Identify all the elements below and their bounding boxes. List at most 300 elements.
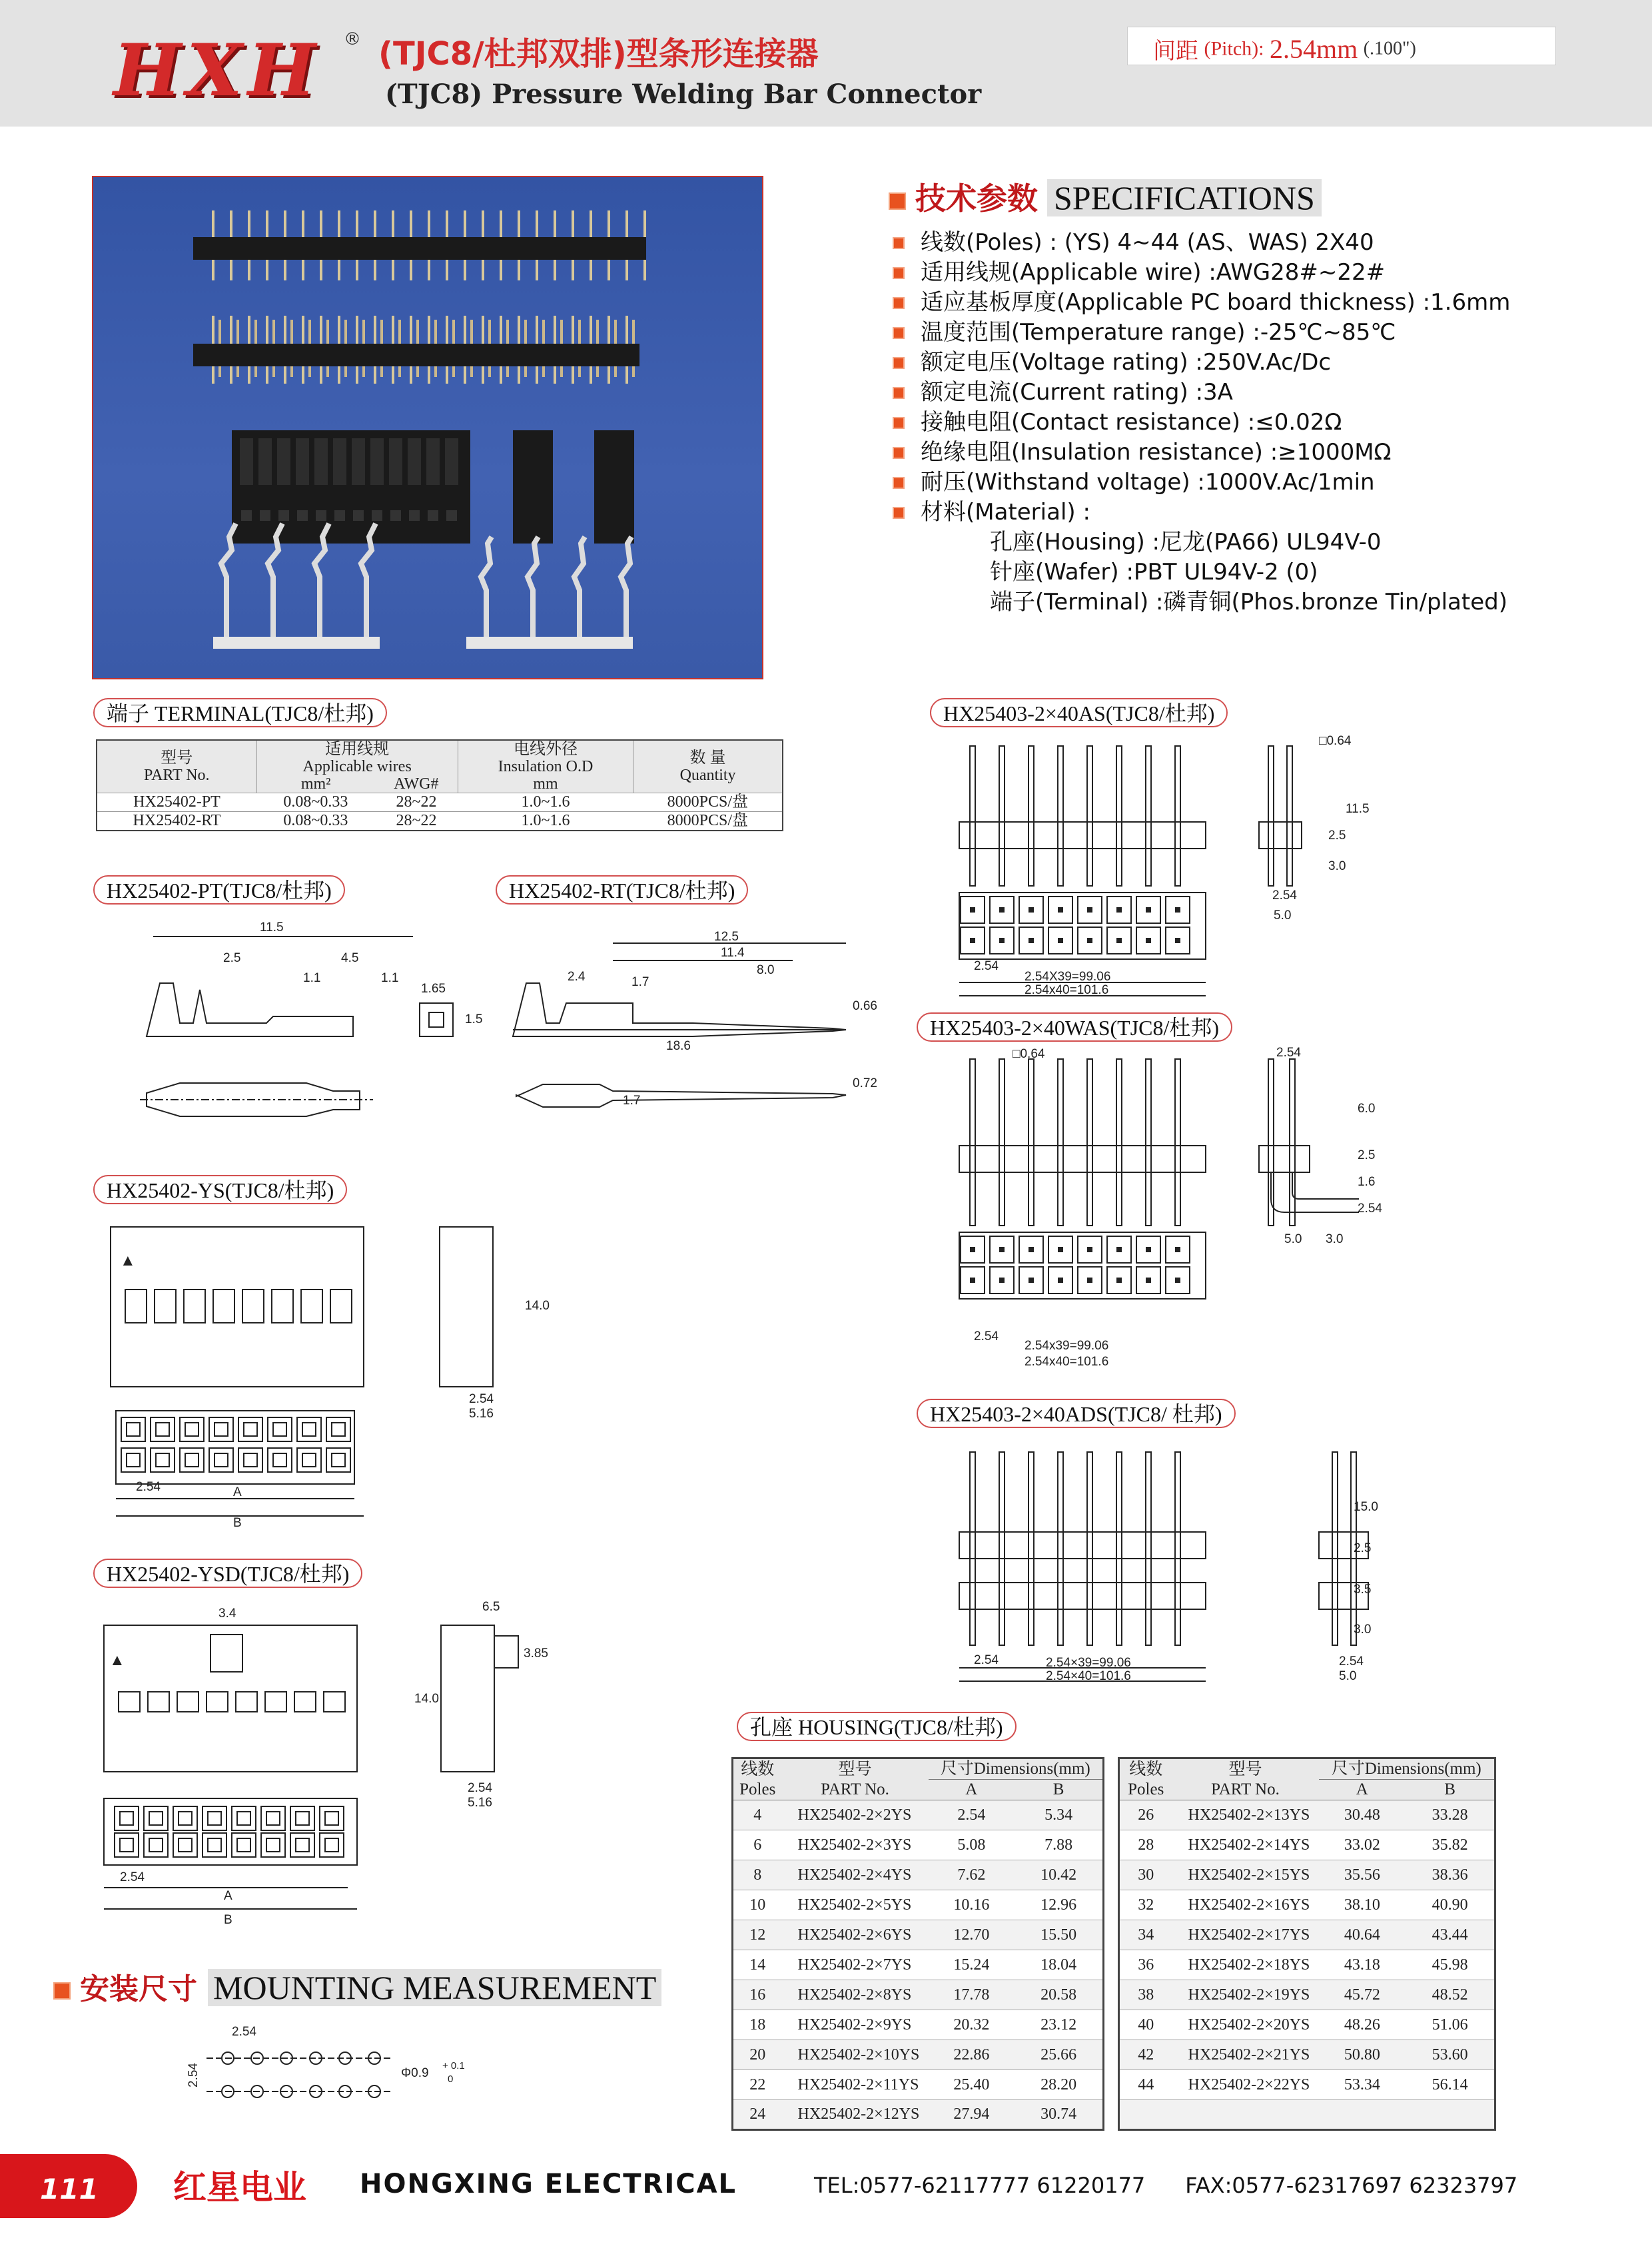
dim-text: 0 (448, 2073, 454, 2085)
cell: 51.06 (1406, 2010, 1495, 2040)
cavity (173, 1806, 197, 1830)
pin (1116, 1059, 1122, 1226)
slot (389, 438, 402, 485)
cell: 56.14 (1406, 2070, 1495, 2100)
dim-text: 1.7 (623, 1094, 641, 1108)
spec-text: 线数(Poles) : (YS) 4~44 (AS、WAS) 2X40 (921, 229, 1374, 256)
cell: 26 (1119, 1800, 1172, 1830)
col-header: 线数 Poles (1119, 1758, 1172, 1800)
spec-text: 温度范围(Temperature range) :-25℃~85℃ (921, 319, 1396, 346)
cell: 7.62 (929, 1860, 1015, 1890)
cavity (261, 1833, 285, 1857)
pin (1029, 1059, 1034, 1226)
hole (1029, 938, 1034, 943)
dim-text: 2.54x40=101.6 (1025, 1355, 1109, 1369)
cell: 34 (1119, 1920, 1172, 1950)
spec-item (893, 228, 1510, 258)
cell: HX25402-2×14YS (1172, 1830, 1319, 1860)
polarity-mark: ▲ (109, 1651, 125, 1669)
cell: 24 (733, 2100, 782, 2130)
hole (970, 938, 975, 943)
cell (1172, 2100, 1319, 2130)
pin (1058, 1452, 1063, 1645)
specifications-heading (889, 175, 1322, 218)
pin (1087, 1452, 1092, 1645)
product-photo (92, 176, 763, 679)
contact-slot (324, 1692, 345, 1712)
dim-text: 5.0 (1274, 909, 1292, 923)
company-name-en: HONGXING ELECTRICAL (360, 2169, 737, 2199)
dim-text: 6.0 (1358, 1102, 1376, 1116)
tel-text: TEL:0577-62117777 61220177 (814, 2173, 1146, 2198)
table-row (1119, 2010, 1495, 2040)
cell: 10.16 (929, 1890, 1015, 1920)
table-row (1119, 1830, 1495, 1860)
table-row (1119, 2040, 1495, 2070)
cavity-inner (302, 1453, 316, 1467)
ysd-housing-drawing (100, 1599, 566, 1932)
cavity (115, 1833, 139, 1857)
hole (1087, 1278, 1092, 1283)
cavity-inner (156, 1423, 169, 1436)
ys-housing-drawing (107, 1223, 573, 1529)
dim-text: 2.54 (1272, 889, 1297, 903)
cavity (209, 1448, 233, 1472)
spec-text: 耐压(Withstand voltage) :1000V.Ac/1min (921, 469, 1375, 496)
table-row (733, 1950, 1104, 1980)
dim-text: 3.4 (218, 1607, 236, 1621)
as-drawing-tag: HX25403-2×40AS(TJC8/杜邦) (930, 698, 1228, 727)
product-title-en: (TJC8) Pressure Welding Bar Connector (385, 79, 982, 110)
dim-text: 2.54 (974, 959, 999, 973)
dim-text: + 0.1 (442, 2060, 465, 2071)
spec-text: 绝缘电阻(Insulation resistance) :≥1000MΩ (921, 439, 1392, 466)
col-header: 数 量 Quantity (633, 740, 783, 793)
cell: 40.90 (1406, 1890, 1495, 1920)
hole (1116, 1247, 1122, 1252)
pitch-label-cn: 间距 (1153, 38, 1198, 65)
dim-text: B (233, 1516, 242, 1530)
hole (1175, 1247, 1180, 1252)
pin (1146, 1452, 1151, 1645)
cavity (268, 1448, 292, 1472)
material-wafer: 针座(Wafer) :PBT UL94V-2 (0) (990, 559, 1318, 585)
col-header: 线数 Poles (733, 1758, 782, 1800)
cavity-inner (302, 1423, 316, 1436)
dim-text: 3.0 (1328, 859, 1346, 873)
table-row (733, 2070, 1104, 2100)
pin-header-body (959, 822, 1206, 849)
table-row (733, 1920, 1104, 1950)
cell: 12 (733, 1920, 782, 1950)
hole (1175, 907, 1180, 913)
contact-slot (155, 1290, 176, 1323)
col-header: 型号 PART No. (1172, 1758, 1319, 1800)
cell: 36 (1119, 1950, 1172, 1980)
table-row (1119, 1800, 1495, 1830)
right-angle-pin (1292, 1172, 1359, 1199)
cell: 22.86 (929, 2040, 1015, 2070)
table-row (733, 2100, 1104, 2130)
cell: 2.54 (929, 1800, 1015, 1830)
cell: 20 (733, 2040, 782, 2070)
cavity-inner (127, 1453, 140, 1467)
hole (1058, 938, 1063, 943)
cell: 7.88 (1015, 1830, 1103, 1860)
slot (278, 510, 289, 521)
cavity-inner (273, 1423, 286, 1436)
cell: 48.52 (1406, 1980, 1495, 2010)
terminal (528, 537, 538, 637)
latch-window (210, 1635, 242, 1672)
table-row (97, 812, 783, 831)
dim-text: 5.16 (469, 1407, 494, 1421)
hole (1058, 1278, 1063, 1283)
cavity (180, 1417, 204, 1441)
dim-text: 2.54 (469, 1392, 494, 1406)
cell: 30.48 (1319, 1800, 1406, 1830)
cavity-inner (273, 1453, 286, 1467)
cell: 1.0~1.6 (458, 793, 633, 812)
slot (316, 510, 326, 521)
spec-item (893, 408, 1510, 438)
table-row (733, 2040, 1104, 2070)
terminal-section-tag: 端子 TERMINAL(TJC8/杜邦) (93, 698, 387, 727)
hole (999, 1278, 1005, 1283)
table-row (1119, 1920, 1495, 1950)
cell: 18 (733, 2010, 782, 2040)
cavity-inner (120, 1812, 133, 1825)
terminal (574, 537, 585, 637)
carrier-strip (466, 637, 633, 649)
cell: 8000PCS/盘 (633, 793, 783, 812)
dim-text: 15.0 (1354, 1500, 1378, 1514)
cell: HX25402-2×7YS (782, 1950, 929, 1980)
pin (1290, 1059, 1295, 1226)
ysd-drawing-tag: HX25402-YSD(TJC8/杜邦) (93, 1559, 362, 1588)
cavity-inner (127, 1423, 140, 1436)
bullet-icon (893, 447, 905, 459)
table-row (733, 1980, 1104, 2010)
cavity (121, 1417, 145, 1441)
product-title-cn: (TJC8/杜邦双排)型条形连接器 (378, 35, 819, 73)
spec-text: 额定电流(Current rating) :3A (921, 379, 1233, 406)
contact-slot (119, 1692, 140, 1712)
cavity-inner (149, 1838, 163, 1852)
housing-section-tag: 孔座 HOUSING(TJC8/杜邦) (737, 1712, 1017, 1741)
pin (970, 746, 975, 886)
pin-header-strip (193, 344, 639, 366)
housing-front-view (111, 1227, 364, 1387)
col-header: B (1406, 1780, 1495, 1800)
connector-photo-illustration (93, 177, 762, 678)
cell: HX25402-2×8YS (782, 1980, 929, 2010)
dim-text: 1.7 (631, 975, 649, 989)
cell: HX25402-2×17YS (1172, 1920, 1319, 1950)
dim-text: 2.54 (120, 1870, 145, 1884)
cavity (297, 1417, 321, 1441)
pin (999, 1452, 1005, 1645)
cell: 50.80 (1319, 2040, 1406, 2070)
contact-slot (177, 1692, 199, 1712)
cavity (209, 1417, 233, 1441)
terminal (481, 537, 492, 637)
slot (428, 510, 438, 521)
contact-slot (148, 1692, 169, 1712)
pin (1287, 746, 1292, 886)
pin (1058, 746, 1063, 886)
slot (314, 438, 328, 485)
spec-text: 适用线规(Applicable wire) :AWG28#~22# (921, 259, 1386, 286)
slot (296, 438, 309, 485)
cell: 42 (1119, 2040, 1172, 2070)
col-header: 尺寸Dimensions(mm) (929, 1758, 1104, 1780)
dim-text: 11.5 (1346, 802, 1370, 816)
cell: 30.74 (1015, 2100, 1103, 2130)
cell: HX25402-2×4YS (782, 1860, 929, 1890)
slot (352, 438, 365, 485)
rt-terminal-drawing (506, 930, 879, 1123)
pitch-value: 2.54mm (1270, 34, 1358, 64)
cell: HX25402-PT (97, 793, 256, 812)
dim-text: 12.5 (714, 930, 739, 944)
cavity (261, 1806, 285, 1830)
housing-side-view (441, 1625, 494, 1772)
spec-title-cn: 技术参数 (915, 181, 1038, 216)
cell: 45.72 (1319, 1980, 1406, 2010)
registered-mark: ® (344, 29, 361, 49)
material-housing: 孔座(Housing) :尼龙(PA66) UL94V-0 (990, 529, 1382, 556)
dim-text: 2.5 (1358, 1148, 1376, 1162)
pin (999, 1059, 1005, 1226)
cavity-inner (325, 1838, 338, 1852)
contact-slot (272, 1290, 293, 1323)
cavity (238, 1448, 262, 1472)
pin (1175, 1452, 1180, 1645)
bullet-icon (893, 237, 905, 249)
brand-logo: HXH (113, 29, 321, 113)
cell: HX25402-2×10YS (782, 2040, 929, 2070)
cell: HX25402-2×9YS (782, 2010, 929, 2040)
dim-text: 14.0 (414, 1692, 439, 1706)
slot (426, 438, 440, 485)
pin (1175, 746, 1180, 886)
latch-side (494, 1636, 518, 1668)
cavity-inner (296, 1812, 309, 1825)
dim-text: 8.0 (757, 963, 775, 977)
cell: HX25402-2×19YS (1172, 1980, 1319, 2010)
cavity (326, 1417, 350, 1441)
spec-text: 额定电压(Voltage rating) :250V.Ac/Dc (921, 349, 1332, 376)
dim-text: 2.54 (232, 2025, 256, 2039)
pin (1087, 746, 1092, 886)
contact-slot (242, 1290, 264, 1323)
pin (1332, 1452, 1338, 1645)
cell: 16 (733, 1980, 782, 2010)
cavity (290, 1833, 314, 1857)
dim-text: 2.54 (1276, 1046, 1301, 1060)
dim-text: 2.4 (568, 970, 586, 984)
cavity (173, 1833, 197, 1857)
bullet-icon (893, 297, 905, 309)
hole (999, 1247, 1005, 1252)
col-header: 电线外径 Insulation O.D (458, 740, 633, 775)
cavity (232, 1833, 256, 1857)
page-number-tab: 111 (0, 2154, 137, 2218)
bullet-icon (893, 357, 905, 369)
pin (1029, 746, 1034, 886)
cavity (326, 1448, 350, 1472)
cell (1319, 2100, 1406, 2130)
cavity-inner (179, 1812, 192, 1825)
contact-info (814, 2173, 1517, 2198)
cavity (180, 1448, 204, 1472)
cavity-inner (185, 1453, 199, 1467)
contact-slot (206, 1692, 228, 1712)
pin (999, 746, 1005, 886)
dim-text: 2.54x39=99.06 (1025, 1339, 1109, 1353)
slot (370, 438, 384, 485)
cavity (121, 1448, 145, 1472)
spec-title-en: SPECIFICATIONS (1047, 179, 1322, 216)
hole (999, 938, 1005, 943)
cell: 32 (1119, 1890, 1172, 1920)
cavity (320, 1833, 344, 1857)
col-header: 型号 PART No. (782, 1758, 929, 1800)
section-bullet-icon (53, 1982, 71, 2000)
bullet-icon (893, 387, 905, 399)
cell: 25.66 (1015, 2040, 1103, 2070)
hole (970, 907, 975, 913)
dim-text: Φ0.9 (401, 2066, 429, 2080)
cell: HX25402-2×18YS (1172, 1950, 1319, 1980)
dim-text: 1.65 (421, 982, 446, 996)
spec-item (893, 318, 1510, 348)
cell: 38.36 (1406, 1860, 1495, 1890)
cavity-inner (244, 1423, 257, 1436)
dim-text: 3.0 (1326, 1232, 1344, 1246)
cavity (238, 1417, 262, 1441)
pitch-label-en: (Pitch): (1204, 37, 1264, 60)
cell: 15.50 (1015, 1920, 1103, 1950)
cell: 28 (1119, 1830, 1172, 1860)
cell: 33.28 (1406, 1800, 1495, 1830)
cell: 40 (1119, 2010, 1172, 2040)
dim-text: 2.54x40=101.6 (1025, 983, 1109, 997)
cell: HX25402-2×11YS (782, 2070, 929, 2100)
pin (1268, 746, 1274, 886)
cell: 53.60 (1406, 2040, 1495, 2070)
dim-text: 11.4 (721, 946, 745, 960)
housing-small-1 (513, 430, 553, 544)
cell: 25.40 (929, 2070, 1015, 2100)
cell: HX25402-2×12YS (782, 2100, 929, 2130)
dim-text: 14.0 (525, 1299, 550, 1313)
cell: 27.94 (929, 2100, 1015, 2130)
dim-text: A (233, 1485, 242, 1499)
cell: HX25402-2×16YS (1172, 1890, 1319, 1920)
side-view-body (1259, 1146, 1310, 1172)
bullet-icon (893, 267, 905, 279)
hole (1087, 907, 1092, 913)
hole (1116, 1278, 1122, 1283)
cell: HX25402-2×22YS (1172, 2070, 1319, 2100)
cell: 1.0~1.6 (458, 812, 633, 831)
cell: 10 (733, 1890, 782, 1920)
pin (1116, 746, 1122, 886)
contact-slot (301, 1290, 322, 1323)
housing-table-left (731, 1757, 1104, 2131)
cell: 12.96 (1015, 1890, 1103, 1920)
cell: 28.20 (1015, 2070, 1103, 2100)
fax-text: FAX:0577-62317697 62323797 (1185, 2173, 1518, 2198)
cavity (297, 1448, 321, 1472)
cell (1119, 2100, 1172, 2130)
cavity-inner (266, 1838, 280, 1852)
cell: HX25402-2×15YS (1172, 1860, 1319, 1890)
pin-header-body-upper (959, 1532, 1206, 1559)
dim-text: 0.66 (853, 999, 877, 1013)
cell: 14 (733, 1950, 782, 1980)
cell: 28~22 (375, 812, 458, 831)
pt-drawing-tag: HX25402-PT(TJC8/杜邦) (93, 875, 345, 905)
dim-text: 2.54 (136, 1480, 161, 1494)
slot (240, 438, 253, 485)
terminal-end-hole (429, 1012, 444, 1027)
slot (297, 510, 308, 521)
cell: 38.10 (1319, 1890, 1406, 1920)
dim-text: 6.5 (482, 1600, 500, 1614)
cavity (144, 1806, 168, 1830)
pin-header-bottom-view (959, 893, 1206, 959)
terminal-side-outline (147, 983, 353, 1036)
col-header: 尺寸Dimensions(mm) (1319, 1758, 1495, 1780)
cell: 8 (733, 1860, 782, 1890)
dim-text: B (224, 1913, 232, 1927)
dim-text: 3.85 (524, 1647, 548, 1661)
hole (1146, 1278, 1151, 1283)
table-row (733, 1890, 1104, 1920)
table-row (733, 1800, 1104, 1830)
slot (334, 510, 345, 521)
dim-text: □0.64 (1013, 1047, 1045, 1061)
cell: 5.34 (1015, 1800, 1103, 1830)
cavity (151, 1448, 175, 1472)
section-bullet-icon (889, 192, 906, 210)
cavity-inner (185, 1423, 199, 1436)
dim-text: 2.54×39=99.06 (1046, 1656, 1131, 1670)
pin (1116, 1452, 1122, 1645)
dim-text: 1.1 (303, 971, 321, 985)
cell: HX25402-2×3YS (782, 1830, 929, 1860)
cell (1406, 2100, 1495, 2130)
hole (970, 1247, 975, 1252)
cavity-inner (296, 1838, 309, 1852)
cavity (151, 1417, 175, 1441)
dim-text: 1.6 (1358, 1175, 1376, 1189)
col-header: A (929, 1780, 1015, 1800)
dim-text: A (224, 1889, 232, 1903)
cell: 35.82 (1406, 1830, 1495, 1860)
bullet-icon (893, 477, 905, 489)
housing-side-view (440, 1227, 493, 1387)
mounting-hole-pattern (180, 2018, 493, 2118)
slot (260, 510, 270, 521)
specifications-list (893, 228, 1510, 617)
contact-slot (184, 1290, 205, 1323)
col-header: B (1015, 1780, 1103, 1800)
slot (372, 510, 382, 521)
